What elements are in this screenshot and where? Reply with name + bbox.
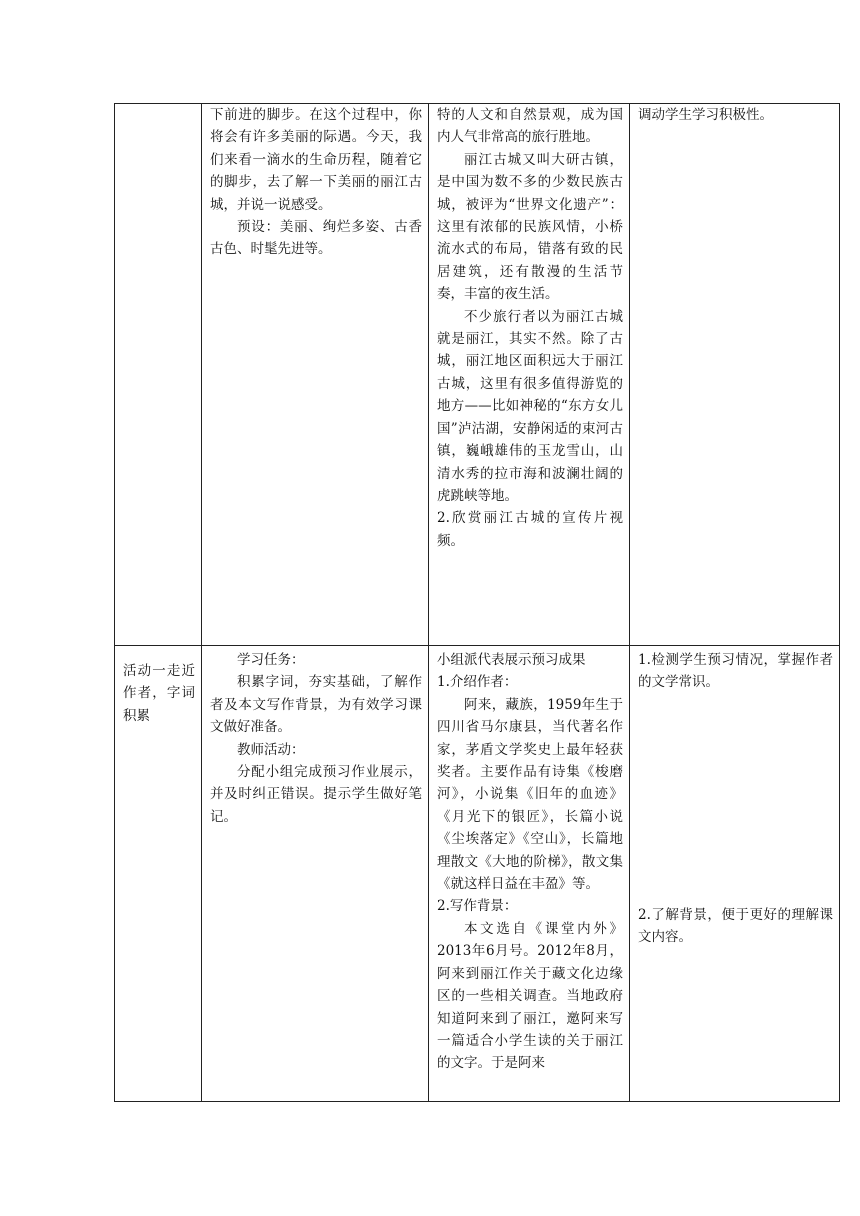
paragraph: 小组派代表展示预习成果 bbox=[437, 652, 586, 668]
paragraph: 特的人文和自然景观，成为国内人气非常高的旅行胜地。 bbox=[437, 107, 623, 146]
paragraph: 1.检测学生预习情况，掌握作者的文学常识。 bbox=[638, 652, 833, 691]
paragraph: 分配小组完成预习作业展示，并及时纠正错误。提示学生做好笔记。 bbox=[210, 764, 422, 825]
table-row bbox=[115, 646, 840, 1102]
design-intent-cell bbox=[630, 104, 840, 646]
paragraph: 2.写作背景： bbox=[437, 898, 518, 915]
paragraph: 2.了解背景，便于更好的理解课文内容。 bbox=[638, 906, 833, 946]
teacher-activity-cell bbox=[202, 104, 429, 646]
table-row bbox=[115, 104, 840, 646]
paragraph: 下前进的脚步。在这个过程中，你将会有许多美丽的际遇。今天，我们来看一滴水的生命历程，随着它的脚步，去了解一下美丽的丽江古城，并说一说感受。 bbox=[210, 107, 422, 213]
activity-cell bbox=[115, 646, 202, 1102]
design-intent-cell bbox=[630, 646, 840, 1102]
lesson-plan-table bbox=[114, 103, 840, 1102]
teacher-activity-cell bbox=[202, 646, 429, 1102]
activity-title: 活动一走近作者，字词积累 bbox=[123, 663, 195, 724]
paragraph: 阿来，藏族，1959年生于四川省马尔康县，当代著名作家，茅盾文学奖史上最年轻获奖者。主要作品有诗集《梭磨河》，小说集《旧年的血迹》《月光下的银匠》，长篇小说《尘埃落定》《空山》，长篇地理散文《大地的阶梯》，散文集《就这样日益在丰盈》等。 bbox=[437, 696, 623, 893]
student-activity-cell bbox=[429, 646, 630, 1102]
paragraph: 本文选自《课堂内外》2013年6月号。2012年8月，阿来到丽江作关于藏文化边缘区的一些相关调查。当地政府知道阿来到了丽江，邀阿来写一篇适合小学生读的关于丽江的文字。于是阿来 bbox=[437, 920, 623, 1072]
paragraph: 丽江古城又叫大研古镇，是中国为数不多的少数民族古城，被评为“世界文化遗产”：这里有浓郁的民族风情，小桥流水式的布局，错落有致的民居建筑，还有散漫的生活节奏，丰富的夜生活。 bbox=[437, 151, 623, 303]
paragraph: 学习任务： bbox=[237, 652, 305, 668]
paragraph: 1.介绍作者： bbox=[437, 674, 518, 691]
paragraph: 调动学生学习积极性。 bbox=[638, 107, 773, 123]
student-activity-cell bbox=[429, 104, 630, 646]
paragraph: 2.欣赏丽江古城的宣传片视频。 bbox=[437, 510, 623, 549]
paragraph: 不少旅行者以为丽江古城就是丽江，其实不然。除了古城，丽江地区面积远大于丽江古城，这里有很多值得游览的地方——比如神秘的“东方女儿国”泸沽湖，安静闲适的束河古镇，巍峨雄伟的玉龙雪山，山清水秀的拉市海和波澜壮阔的虎跳峡等地。 bbox=[437, 308, 623, 504]
paragraph: 积累字词，夯实基础，了解作者及本文写作背景，为有效学习课文做好准备。 bbox=[210, 674, 422, 736]
paragraph: 教师活动： bbox=[237, 741, 305, 758]
paragraph: 预设：美丽、绚烂多姿、古香古色、时髦先进等。 bbox=[210, 219, 422, 258]
activity-cell bbox=[115, 104, 202, 646]
